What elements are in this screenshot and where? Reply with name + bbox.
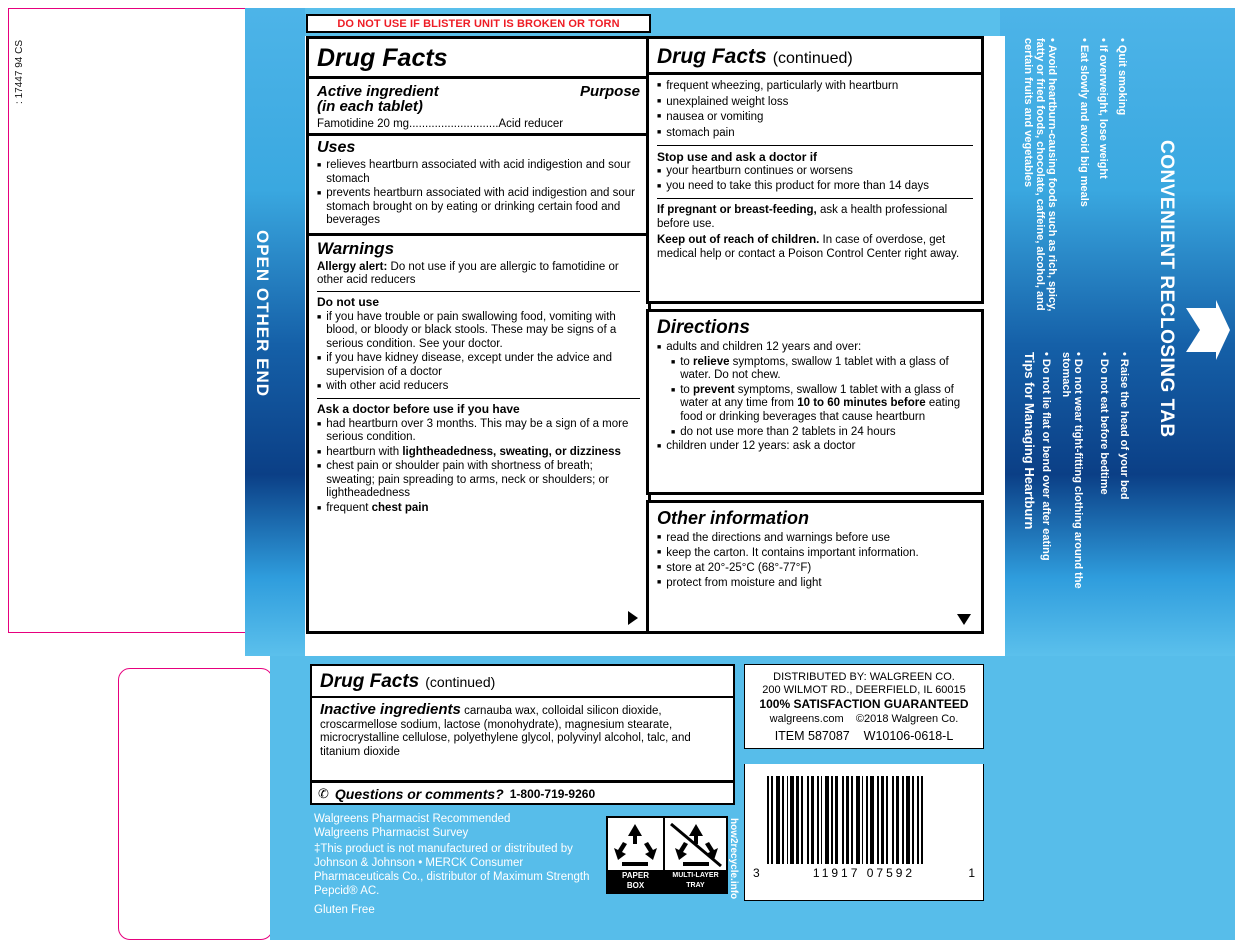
- other-information-panel: [646, 500, 984, 634]
- allergy-alert-text: Do not use if you are allergic to famotidine or other acid reducers: [317, 260, 619, 286]
- recycle-tray-sub: TRAY: [686, 882, 705, 889]
- list-item: • Quit smoking: [1116, 38, 1128, 116]
- walgreens-site: walgreens.com: [769, 713, 844, 725]
- tips-list: [1040, 352, 1150, 642]
- claims-block: [314, 812, 604, 917]
- list-item: ■ protect from moisture and light: [666, 577, 822, 589]
- list-item: • If overweight, lose weight: [1097, 38, 1109, 179]
- directions-heading: Directions: [657, 317, 750, 338]
- drug-facts-panel: [306, 36, 651, 634]
- list-item: ■ frequent chest pain: [326, 501, 429, 514]
- list-item: • Eat slowly and avoid big meals: [1078, 38, 1090, 207]
- directions-sub-list: [671, 356, 973, 440]
- die-cut-tuck-notch-left: [258, 8, 274, 24]
- barcode-digit-right: 1: [968, 866, 975, 880]
- list-item: ■ stomach pain: [666, 126, 735, 139]
- inactive-heading: Inactive ingredients: [320, 701, 461, 718]
- uses-heading: Uses: [317, 139, 356, 156]
- recycle-tray-label: MULTI-LAYER: [672, 872, 719, 879]
- drug-facts-title: Drug Facts: [317, 44, 448, 72]
- list-item: • Raise the head of your bed: [1118, 352, 1130, 500]
- barcode-bars: [767, 776, 961, 864]
- copyright-text: ©2018 Walgreen Co.: [855, 713, 959, 725]
- list-item: ■ relieves heartburn associated with acid indigestion and sour stomach: [326, 159, 631, 185]
- ask-doctor-continued-list: [657, 79, 973, 140]
- list-item: ■ unexplained weight loss: [666, 95, 789, 108]
- phone-icon: ✆: [318, 786, 329, 801]
- drug-facts-continued-panel: [646, 36, 984, 304]
- list-item: ■ chest pain or shoulder pain with shortness of breath; sweating; pain spreading to arms, neck or shoulders; or lightheadedness: [326, 460, 609, 499]
- distributor-line1: DISTRIBUTED BY: WALGREEN CO.: [773, 671, 955, 683]
- list-item: ■ adults and children 12 years and over:: [666, 341, 862, 353]
- barcode-digits-mid: 11917 07592: [812, 866, 916, 880]
- product-code: W10106-0618-L: [863, 729, 954, 743]
- list-item: ■ if you have trouble or pain swallowing food, vomiting with blood, or bloody or black stools. These may be signs of a serious condition. See your doctor.: [326, 310, 617, 350]
- list-item: ■ to prevent symptoms, swallow 1 tablet with a glass of water at any time from 10 to 60 minutes before eating food or drinking beverages that cause heartburn: [680, 383, 961, 423]
- die-cut-left-flap: [8, 8, 270, 633]
- children-warning: Keep out of reach of children. In case of overdose, get medical help or contact a Poison Control Center right away.: [657, 234, 960, 260]
- bottom-drug-facts-suffix: (continued): [425, 674, 496, 690]
- list-item: ■ children under 12 years: ask a doctor: [666, 440, 856, 453]
- questions-panel: [310, 781, 735, 805]
- lot-code-text: : 17447 94 CS: [14, 40, 25, 104]
- recycle-paper-sub: BOX: [626, 881, 645, 890]
- barcode: [744, 764, 984, 901]
- other-information-heading: Other information: [657, 508, 809, 528]
- list-item: • Do not wear tight-fitting clothing around the stomach: [1060, 352, 1084, 589]
- active-ingredient-heading: Active ingredient: [317, 83, 439, 100]
- directions-children-list: [657, 440, 973, 454]
- drug-facts-continued-suffix: (continued): [772, 50, 853, 67]
- list-item: ■ prevents heartburn associated with acid indigestion and sour stomach brought on by eating or drinking certain food and beverages: [326, 187, 636, 226]
- questions-phone: 1-800-719-9260: [509, 787, 596, 801]
- item-number: ITEM 587087: [774, 729, 850, 743]
- drug-facts-continued-title: Drug Facts: [657, 45, 767, 68]
- ask-doctor-list: [317, 418, 640, 516]
- warnings-heading: Warnings: [317, 238, 395, 258]
- list-item: ■ to relieve symptoms, swallow 1 tablet with a glass of water. Do not chew.: [680, 355, 949, 382]
- do-not-use-list: [317, 311, 640, 394]
- pregnant-warning: If pregnant or breast-feeding, ask a health professional before use.: [657, 204, 948, 230]
- open-other-end-label: [252, 230, 278, 450]
- list-item: ■ frequent wheezing, particularly with heartburn: [666, 80, 899, 92]
- distributor-panel: [744, 664, 984, 749]
- inactive-ingredients-panel: [310, 664, 735, 782]
- recycle-paper-mark: [606, 816, 665, 894]
- avoid-foods-text: • Avoid heartburn-causing foods such as rich, spicy, fatty or fried foods, chocolate, caffeine, alcohol, and certain fruits and vegetables: [1022, 38, 1058, 312]
- list-item: ■ read the directions and warnings before use: [666, 532, 890, 544]
- blister-warning-banner: DO NOT USE IF BLISTER UNIT IS BROKEN OR TORN: [306, 14, 651, 33]
- active-ingredient-sub: (in each tablet): [317, 98, 423, 115]
- list-item: ■ your heartburn continues or worsens: [666, 165, 853, 177]
- directions-panel: [646, 309, 984, 495]
- active-ingredient-line: Famotidine 20 mg............................Acid reducer: [317, 118, 564, 130]
- list-item: ■ had heartburn over 3 months. This may be a sign of a more serious condition.: [326, 417, 629, 443]
- avoid-tips-list: [1078, 38, 1148, 328]
- claim-line: Walgreens Pharmacist Survey: [314, 827, 469, 839]
- list-item: ■ do not use more than 2 tablets in 24 hours: [680, 425, 896, 438]
- questions-label: Questions or comments?: [334, 786, 504, 802]
- how2recycle-url: how2recycle.info: [728, 818, 739, 900]
- recycle-arrows-icon: [608, 820, 663, 870]
- barcode-digit-left: 3: [753, 866, 760, 880]
- convenient-reclosing-tab-label: CONVENIENT RECLOSING TAB: [1156, 140, 1177, 438]
- list-item: • Do not lie flat or bend over after eating: [1040, 352, 1052, 561]
- list-item: ■ nausea or vomiting: [666, 111, 764, 123]
- list-item: ■ store at 20°-25°C (68°-77°F): [666, 562, 812, 574]
- open-other-end-text: OPEN OTHER END: [253, 230, 272, 398]
- list-item: ■ if you have kidney disease, except under the advice and supervision of a doctor: [326, 352, 613, 378]
- claim-line: Walgreens Pharmacist Recommended: [314, 813, 511, 825]
- continue-arrow-right-icon: [628, 611, 638, 625]
- allergy-alert-label: Allergy alert:: [317, 260, 388, 273]
- satisfaction-guarantee: 100% SATISFACTION GUARANTEED: [759, 697, 969, 711]
- list-item: • Do not eat before bedtime: [1098, 352, 1110, 495]
- recycle-tray-mark: [665, 816, 728, 894]
- ask-doctor-heading: Ask a doctor before use if you have: [317, 401, 520, 416]
- list-item: ■ keep the carton. It contains important information.: [666, 547, 919, 559]
- bottom-drug-facts-title: Drug Facts: [320, 671, 420, 692]
- list-item: ■ you need to take this product for more than 14 days: [666, 179, 929, 192]
- recycle-paper-label: PAPER: [622, 871, 649, 880]
- stop-use-heading: Stop use and ask a doctor if: [657, 150, 818, 164]
- tips-heading: Tips for Managing Heartburn: [1022, 352, 1037, 530]
- uses-list: [317, 159, 640, 228]
- list-item: ■ heartburn with lightheadedness, sweating, or dizziness: [326, 445, 621, 458]
- inactive-text: carnauba wax, colloidal silicon dioxide, croscarmellose sodium, lactose (monohydrate), magnesium stearate, microcrystalline cellulose, polyethylene glycol, polyvinyl alcohol, talc, and titanium dioxide: [320, 705, 691, 758]
- directions-list: [657, 341, 973, 355]
- recycle-arrows-crossed-icon: [667, 820, 725, 870]
- distributor-line2: 200 WILMOT RD., DEERFIELD, IL 60015: [762, 684, 966, 696]
- die-cut-bottom-left-flap: [118, 668, 273, 940]
- disclaimer-text: ‡This product is not manufactured or distributed by Johnson & Johnson • MERCK Consumer Pharmaceuticals Co., distributor of Maximum Strength Pepcid® AC.: [314, 843, 590, 897]
- reclose-arrow-icon: [1186, 300, 1230, 360]
- list-item: ■ with other acid reducers: [326, 380, 449, 392]
- stop-use-list: [657, 165, 973, 193]
- other-information-list: [657, 531, 973, 590]
- purpose-heading: Purpose: [579, 83, 640, 100]
- gluten-free-text: Gluten Free: [314, 904, 375, 916]
- continue-arrow-down-icon: [957, 614, 971, 625]
- do-not-use-heading: Do not use: [317, 294, 379, 309]
